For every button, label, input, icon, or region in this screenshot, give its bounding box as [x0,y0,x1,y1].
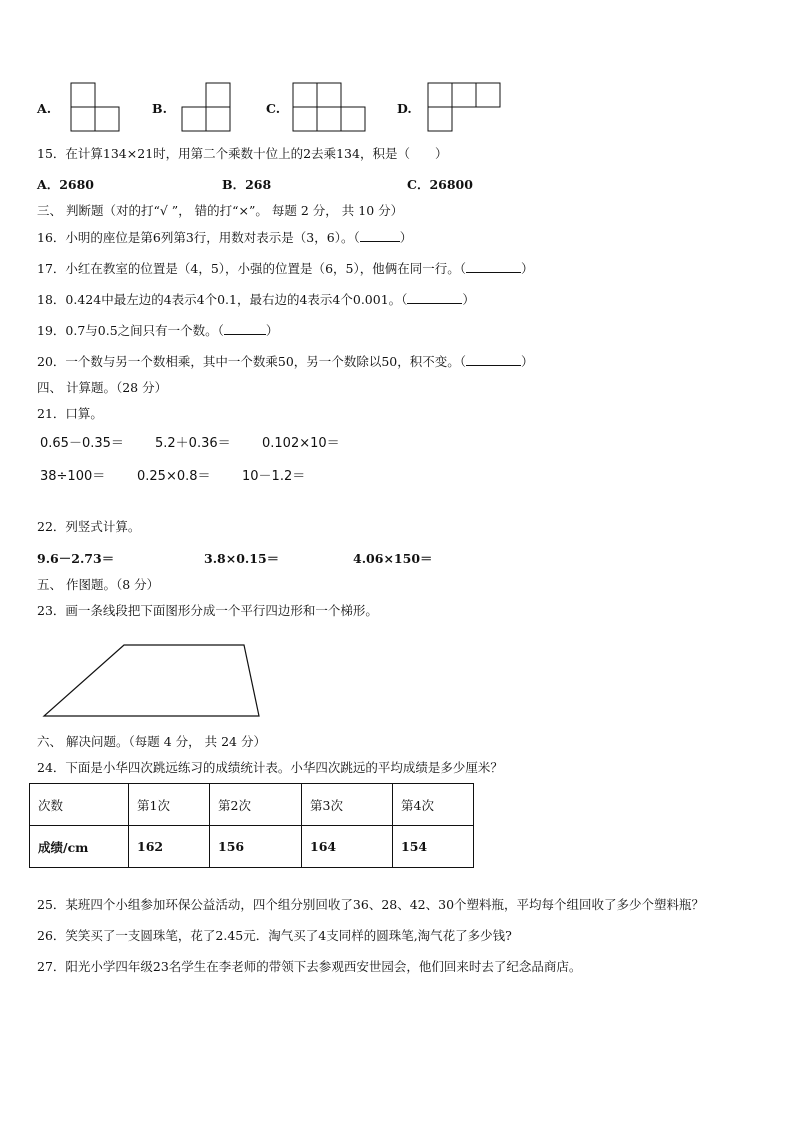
question-20-text: 20．一个数与另一个数相乘，其中一个数乘50，另一个数除以50，积不变。（ [37,354,466,369]
option-b-figure [181,82,231,132]
question-24: 24．下面是小华四次跳远练习的成绩统计表。小华四次跳远的平均成绩是多少厘米？ [37,760,503,775]
oral-calc-2: 5.2＋0.36＝ [155,436,231,451]
oral-calc-4: 38÷100＝ [40,469,106,484]
score-table [29,783,474,868]
q15-option-b: B．268 [222,177,272,192]
option-a-figure [70,82,120,132]
vertical-calc-3: 4.06×150＝ [353,551,433,566]
section-6-heading: 六、 解决问题。（每题 4 分， 共 24 分） [37,734,266,749]
option-d-figure [427,82,501,132]
question-20-close: ） [520,354,534,369]
oral-calc-1: 0.65－0.35＝ [40,436,124,451]
question-16-text: 16．小明的座位是第6列第3行，用数对表示是（3，6）。（ [37,230,360,245]
option-d-label: D. [397,101,412,116]
question-27: 27．阳光小学四年级23名学生在李老师的带领下去参观西安世园会，他们回来时去了纪念品商店。 [37,959,582,974]
table-header-cell: 次数 [30,784,129,826]
question-17-text: 17．小红在教室的位置是（4，5），小强的位置是（6，5），他俩在同一行。（ [37,261,466,276]
question-15: 15．在计算134×21时，用第二个乘数十位上的2去乘134，积是（ ） [37,146,448,161]
answer-blank-16[interactable] [360,229,400,242]
answer-blank-17[interactable] [466,260,521,273]
answer-blank-20[interactable] [466,353,521,366]
question-18-close: ） [462,292,475,307]
question-23: 23．画一条线段把下面图形分成一个平行四边形和一个梯形。 [37,603,378,618]
question-16-close: ） [399,230,413,245]
question-18 [37,291,475,308]
table-cell: 162 [129,826,210,868]
table-header-cell: 第2次 [210,784,302,826]
table-header-cell: 第3次 [302,784,393,826]
option-c-label: C. [266,101,281,116]
section-4-heading: 四、 计算题。（28 分） [37,380,168,395]
table-cell: 164 [302,826,393,868]
oral-calc-5: 0.25×0.8＝ [137,469,211,484]
vertical-calc-1: 9.6－2.73＝ [37,551,115,566]
answer-blank-18[interactable] [407,291,462,304]
question-25: 25．某班四个小组参加环保公益活动，四个组分别回收了36、28、42、30个塑料瓶，平均每个组回收了多少个塑料瓶？ [37,897,705,912]
question-19-close: ） [265,323,279,338]
table-cell: 成绩/cm [30,826,129,868]
answer-blank-19[interactable] [224,322,266,335]
option-c-figure [292,82,366,132]
question-19 [37,322,278,339]
question-18-text: 18．0.424中最左边的4表示4个0.1，最右边的4表示4个0.001。（ [37,292,408,307]
question-16 [37,229,412,246]
question-17-close: ） [520,261,534,276]
option-a-label: A. [37,101,52,116]
table-header-cell: 第1次 [129,784,210,826]
section-3-heading: 三、 判断题（对的打“√ ”， 错的打“×”。 每题 2 分， 共 10 分） [37,203,404,218]
oral-calc-3: 0.102×10＝ [262,436,340,451]
q15-option-a: A．2680 [37,177,94,192]
question-22-title: 22．列竖式计算。 [37,519,141,534]
trapezoid-figure [40,640,266,722]
question-21-title: 21．口算。 [37,406,103,421]
table-cell: 156 [210,826,302,868]
question-19-text: 19．0.7与0.5之间只有一个数。（ [37,323,224,338]
question-17 [37,260,534,277]
section-5-heading: 五、 作图题。（8 分） [37,577,160,592]
question-20 [37,353,533,370]
table-header-cell: 第4次 [393,784,474,826]
oral-calc-6: 10－1.2＝ [242,469,306,484]
table-row [30,784,474,826]
question-26: 26．笑笑买了一支圆珠笔，花了2.45元．淘气买了4支同样的圆珠笔,淘气花了多少钱? [37,928,512,943]
table-row [30,826,474,868]
option-b-label: B. [152,101,167,116]
table-cell: 154 [393,826,474,868]
vertical-calc-2: 3.8×0.15＝ [204,551,280,566]
q15-option-c: C．26800 [407,177,473,192]
